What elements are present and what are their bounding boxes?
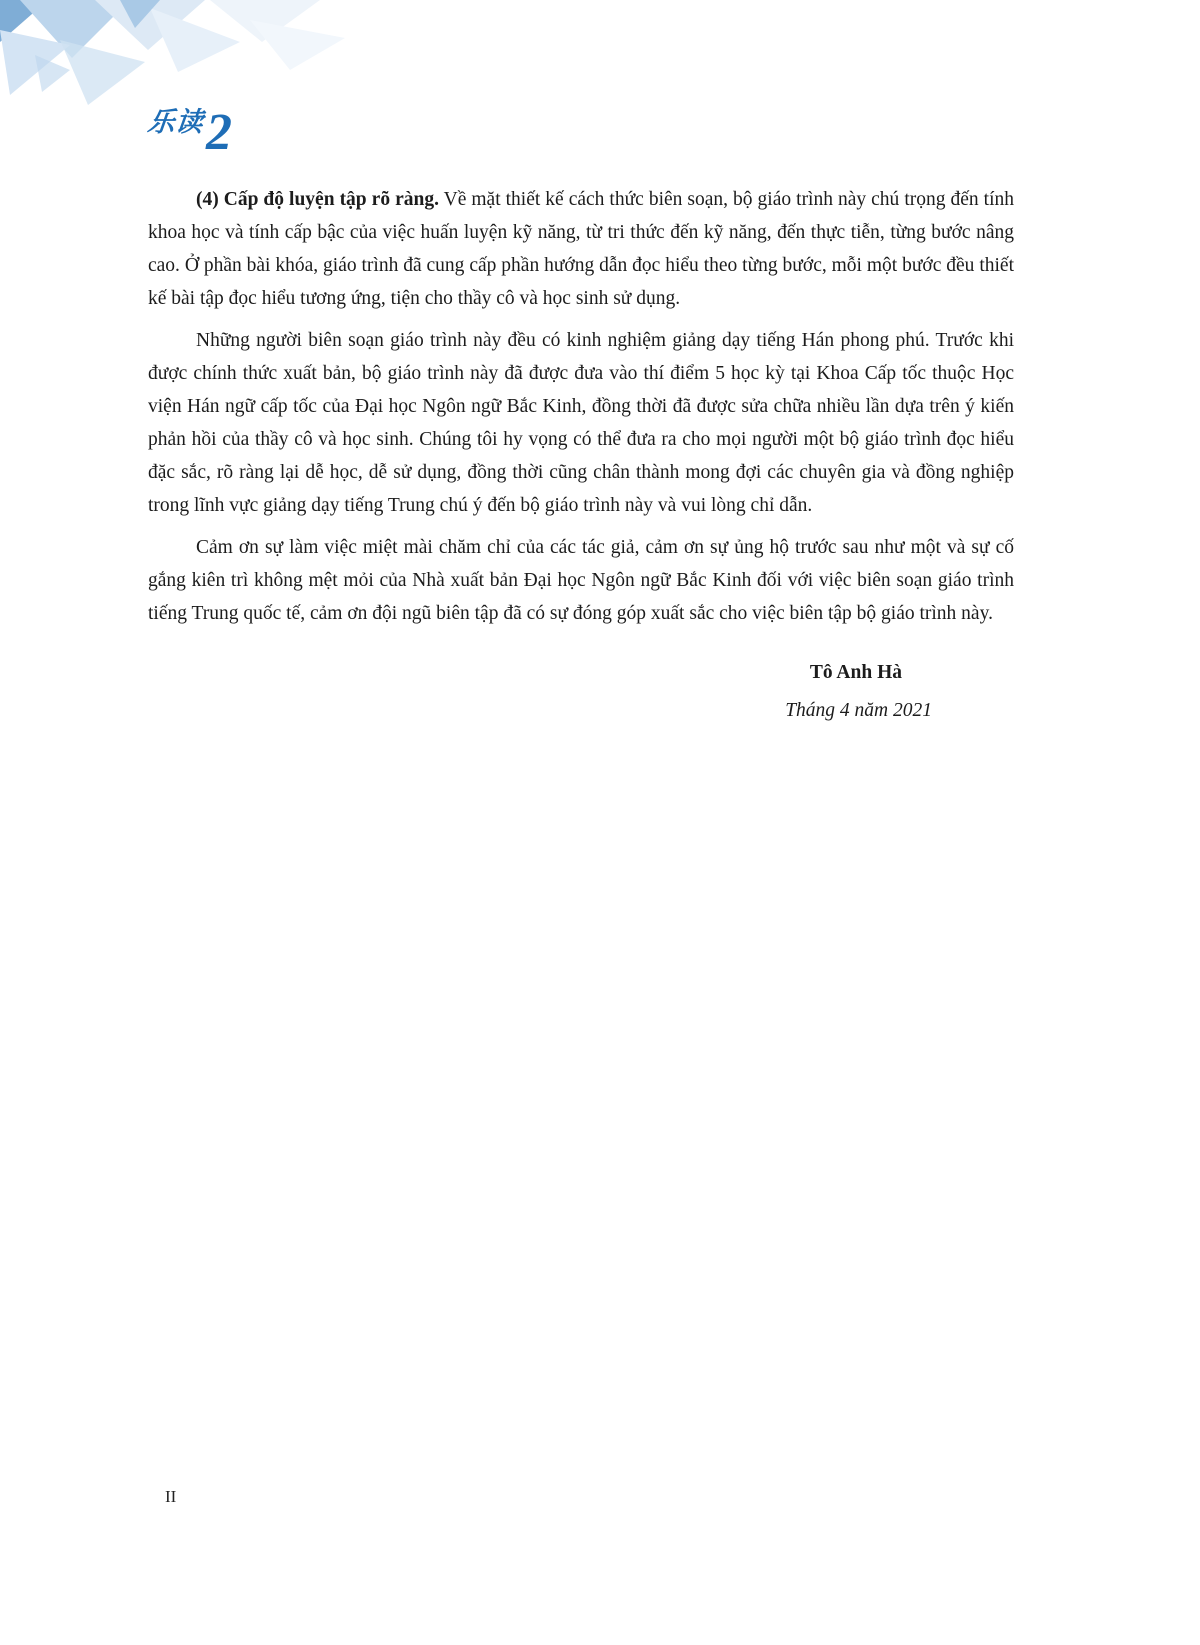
paragraph-1-body: Về mặt thiết kế cách thức biên soạn, bộ giáo trình này chú trọng đến tính khoa học và tính cấp bậc của việc huấn luyện kỹ năng, từ tri thức đến kỹ năng, đến thực tiễn, từng bước nâng cao. Ở phần bài khóa, giáo trình đã cung cấp phần hướng dẫn đọc hiểu theo từng bước, mỗi một bước đều thiết kế bài tập đọc hiểu tương ứng, tiện cho thầy cô và học sinh sử dụng.: [148, 189, 1014, 309]
paragraph-2: [148, 324, 1014, 522]
logo-chinese-text: 乐读: [146, 107, 206, 137]
signature-block: [148, 656, 1014, 727]
paragraph-1-bold-lead: (4) Cấp độ luyện tập rõ ràng.: [196, 189, 439, 210]
paragraph-2-body: Những người biên soạn giáo trình này đều có kinh nghiệm giảng dạy tiếng Hán phong phú. Trước khi được chính thức xuất bản, bộ giáo trình này đã được đưa vào thí điểm 5 học kỳ tại Khoa Cấp tốc thuộc Học viện Hán ngữ cấp tốc của Đại học Ngôn ngữ Bắc Kinh, đồng thời đã được sửa chữa nhiều lần dựa trên ý kiến phản hồi của thầy cô và học sinh. Chúng tôi hy vọng có thể đưa ra cho mọi người một bộ giáo trình đọc hiểu đặc sắc, rõ ràng lại dễ học, dễ sử dụng, đồng thời cũng chân thành mong đợi các chuyên gia và đồng nghiệp trong lĩnh vực giảng dạy tiếng Trung chú ý đến bộ giáo trình này và vui lòng chỉ dẫn.: [148, 330, 1014, 516]
paragraph-3-body: Cảm ơn sự làm việc miệt mài chăm chỉ của các tác giả, cảm ơn sự ủng hộ trước sau như một và sự cố gắng kiên trì không mệt mỏi của Nhà xuất bản Đại học Ngôn ngữ Bắc Kinh đối với việc biên soạn giáo trình tiếng Trung quốc tế, cảm ơn đội ngũ biên tập đã có sự đóng góp xuất sắc cho việc biên tập bộ giáo trình này.: [148, 537, 1014, 624]
preface-text-block: [148, 183, 1014, 727]
page-number: II: [165, 1487, 177, 1506]
publication-date: Tháng 4 năm 2021: [785, 700, 932, 721]
author-signature: Tô Anh Hà: [809, 662, 902, 683]
paragraph-3: [148, 531, 1014, 630]
brand-logo: [148, 100, 232, 159]
logo-level-number: 2: [206, 104, 232, 161]
paragraph-1: [148, 183, 1014, 315]
